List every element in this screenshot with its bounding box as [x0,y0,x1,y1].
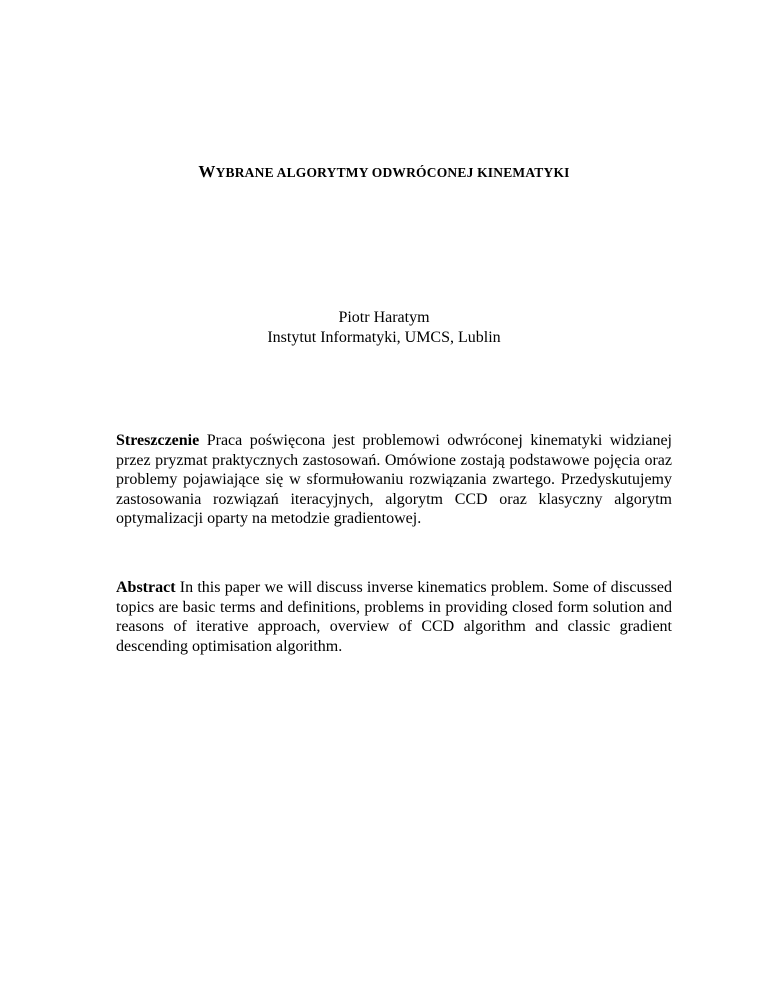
abstract-english-label: Abstract [116,579,176,596]
abstract-polish [116,431,672,529]
paper-title [0,162,768,182]
author-block [0,308,768,348]
paper-title-initial: W [198,162,216,181]
author-name: Piotr Haratym [338,309,430,326]
abstract-english [116,578,672,656]
abstract-polish-text: Praca poświęcona jest problemowi odwróconej kinematyki widzianej przez pryzmat praktycznych zastosowań. Omówione zostają podstawowe pojęcia oraz problemy pojawiające się w sformułowaniu rozwiązania zwartego. Przedyskutujemy zastosowania rozwiązań iteracyjnych, algorytm CCD oraz klasyczny algorytm optymalizacji oparty na metodzie gradientowej. [116,432,673,527]
abstract-polish-label: Streszczenie [116,432,200,449]
paper-title-rest: YBRANE ALGORYTMY ODWRÓCONEJ KINEMATYKI [215,165,570,180]
abstract-english-text: In this paper we will discuss inverse kinematics problem. Some of discussed topics are basic terms and definitions, problems in providing closed form solution and reasons of iterative approach, overview of CCD algorithm and classic gradient descending optimisation algorithm. [116,579,673,655]
author-affiliation: Instytut Informatyki, UMCS, Lublin [267,329,501,346]
